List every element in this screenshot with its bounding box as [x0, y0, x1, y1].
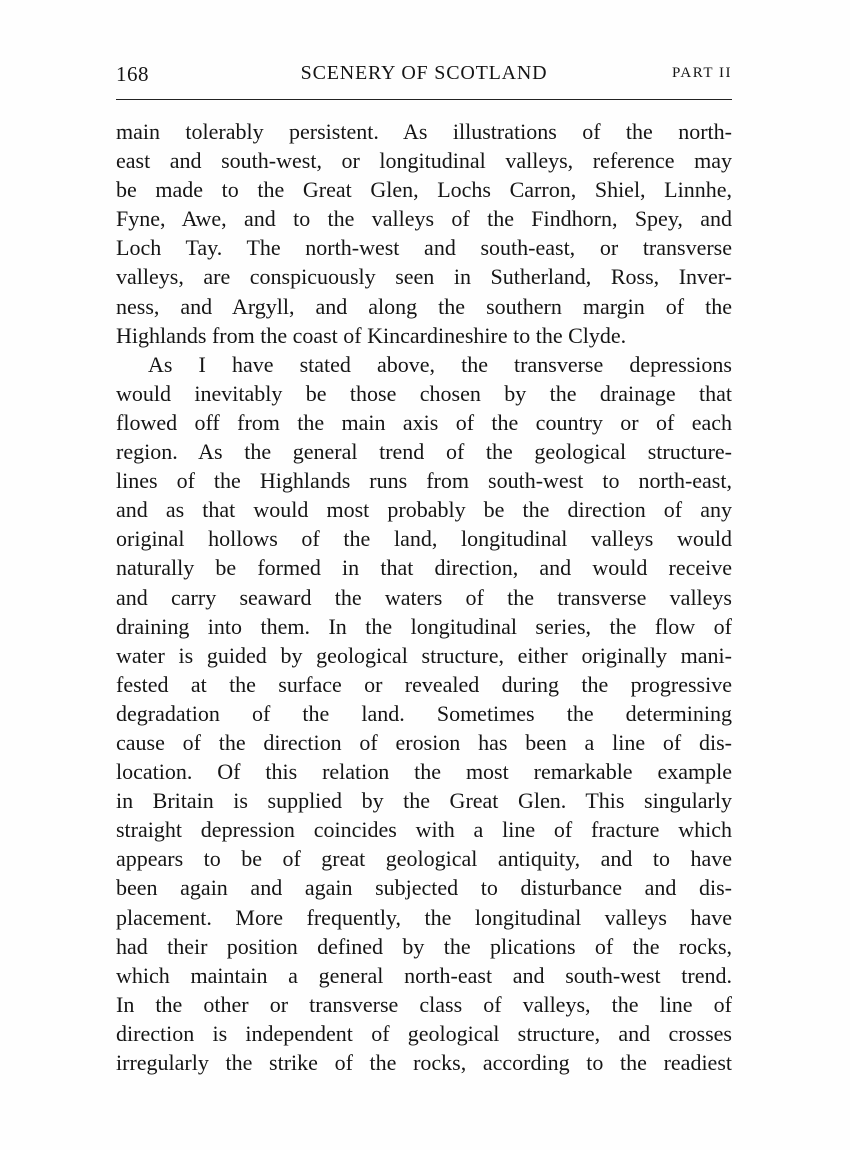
text-line: cause of the direction of erosion has been a line of dis- [116, 729, 732, 755]
text-line: main tolerably persistent. As illustrations of the north- [116, 119, 732, 144]
page-number: 168 [116, 62, 149, 86]
text-line: direction is independent of geological structure, and crosses [116, 1020, 732, 1046]
text-line: had their position defined by the plications of the rocks, [116, 933, 732, 959]
text-line: valleys, are conspicuously seen in Sutherland, Ross, Inver- [116, 264, 732, 290]
text-line: irregularly the strike of the rocks, according to the readiest [116, 1050, 732, 1075]
text-line: east and south-west, or longitudinal valleys, reference may [116, 148, 732, 174]
text-line: which maintain a general north-east and south-west trend. [116, 962, 732, 988]
text-line: lines of the Highlands runs from south-west to north-east, [116, 468, 732, 494]
text-line: Highlands from the coast of Kincardineshire to the Clyde. [116, 322, 627, 348]
text-line: ness, and Argyll, and along the southern margin of the [116, 293, 732, 319]
text-line: would inevitably be those chosen by the drainage that [116, 380, 732, 406]
text-line: flowed off from the main axis of the country or of each [116, 409, 732, 435]
header-rule [116, 99, 732, 100]
part-label: PART II [671, 65, 732, 81]
running-title: SCENERY OF SCOTLAND [300, 62, 548, 84]
text-line: be made to the Great Glen, Lochs Carron, Shiel, Linnhe, [116, 177, 732, 203]
page-header [116, 62, 732, 92]
text-line: region. As the general trend of the geological structure- [116, 439, 732, 465]
text-line: been again and again subjected to disturbance and dis- [116, 875, 732, 901]
text-line: Fyne, Awe, and to the valleys of the Findhorn, Spey, and [116, 206, 732, 232]
text-line: fested at the surface or revealed during the progressive [116, 671, 732, 697]
text-line: draining into them. In the longitudinal series, the flow of [116, 613, 732, 639]
text-line: and as that would most probably be the direction of any [116, 497, 732, 523]
text-line: water is guided by geological structure, either originally mani- [116, 642, 732, 668]
text-line: in Britain is supplied by the Great Glen. This singularly [116, 788, 732, 814]
text-line: straight depression coincides with a line of fracture which [116, 817, 732, 843]
body-text [116, 117, 732, 1077]
text-line: placement. More frequently, the longitudinal valleys have [116, 904, 732, 930]
text-line: degradation of the land. Sometimes the determining [116, 700, 732, 726]
text-line: location. Of this relation the most remarkable example [116, 759, 732, 785]
text-line: and carry seaward the waters of the transverse valleys [116, 584, 732, 610]
text-line: As I have stated above, the transverse depressions [148, 351, 732, 377]
text-line: Loch Tay. The north-west and south-east, or transverse [116, 235, 732, 261]
text-line: naturally be formed in that direction, and would receive [116, 555, 732, 581]
text-line: In the other or transverse class of valleys, the line of [116, 991, 732, 1017]
text-line: original hollows of the land, longitudinal valleys would [116, 526, 732, 552]
text-line: appears to be of great geological antiquity, and to have [116, 846, 732, 872]
